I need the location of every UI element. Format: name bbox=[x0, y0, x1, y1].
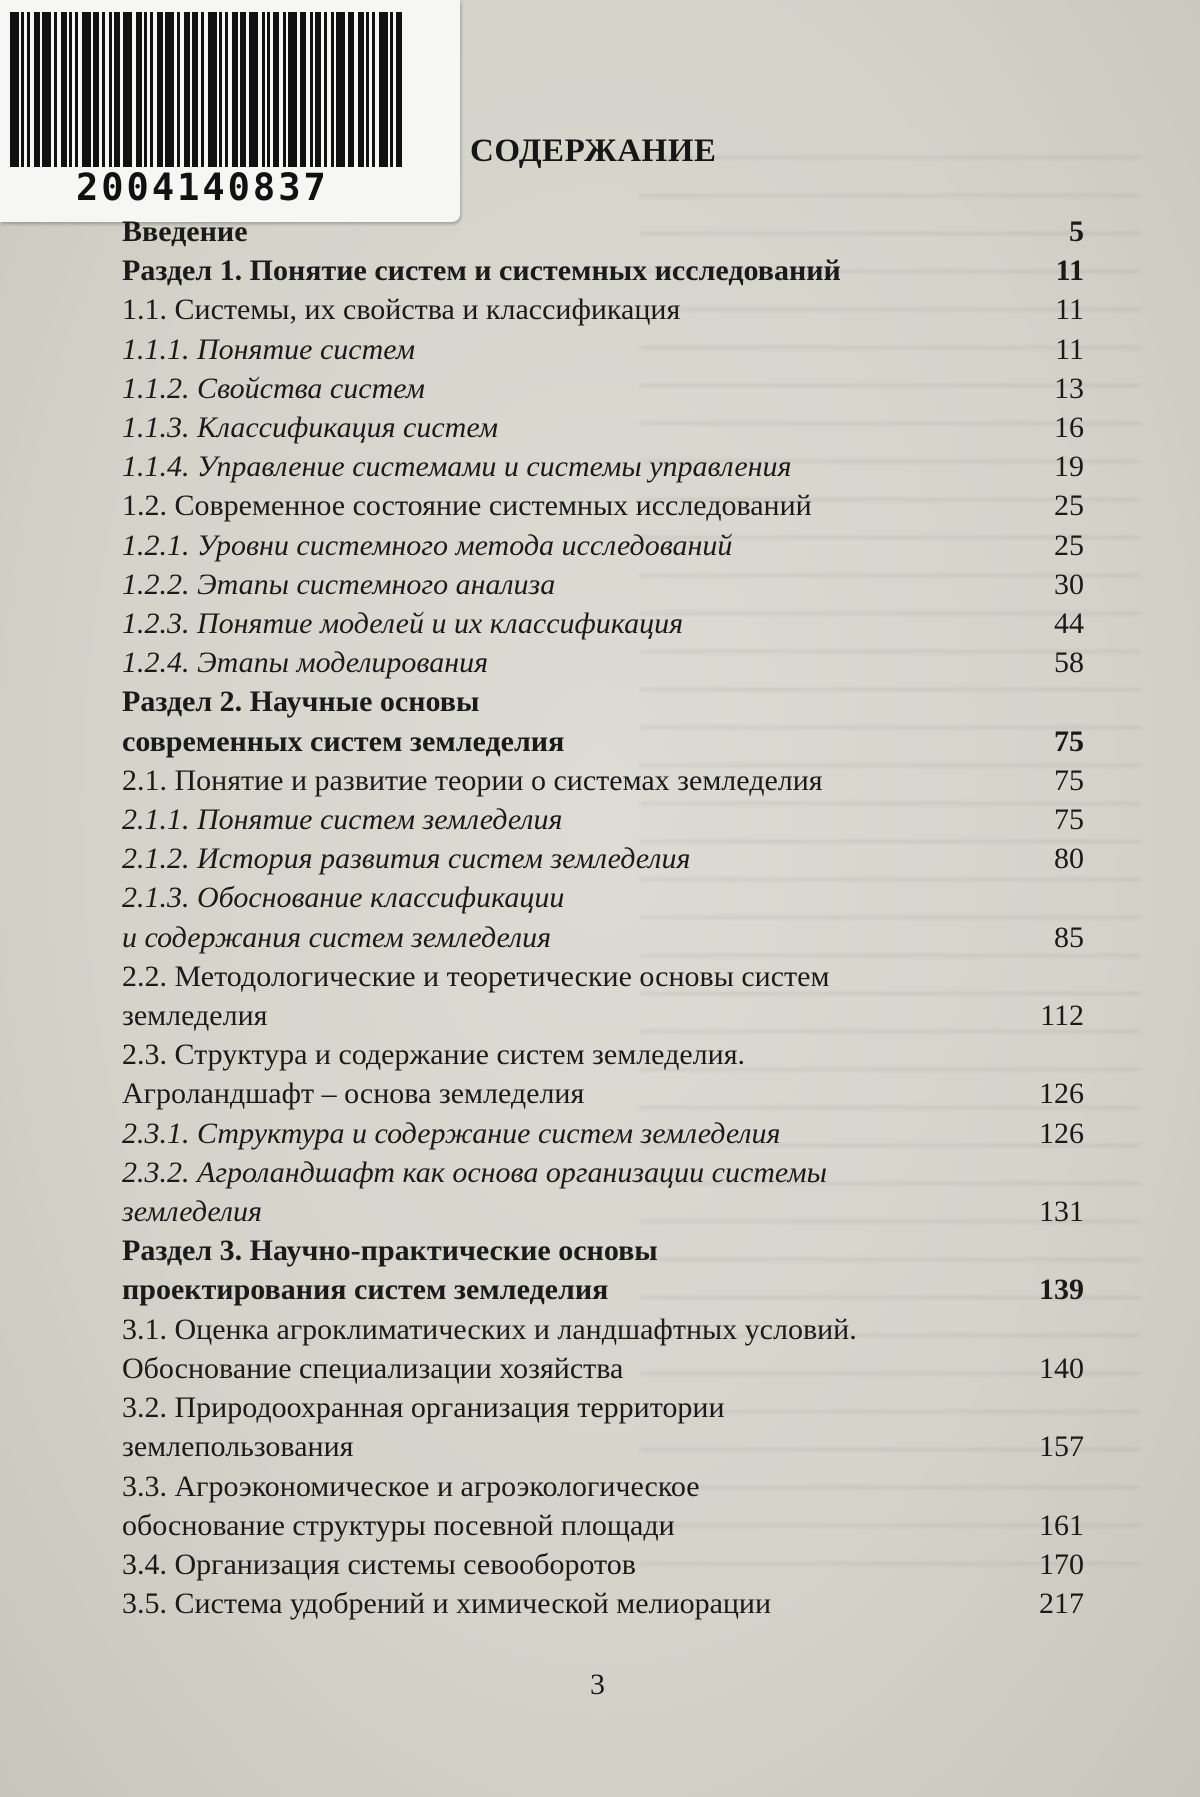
toc-entry bbox=[122, 1035, 1084, 1113]
barcode-bar bbox=[123, 12, 132, 167]
toc-entry-title bbox=[122, 1584, 994, 1623]
barcode-bar bbox=[348, 12, 354, 167]
barcode-bar bbox=[300, 12, 306, 167]
barcode-bar bbox=[109, 12, 112, 167]
toc-entry-title-line: 2.1.1. Понятие систем земледелия bbox=[122, 803, 563, 837]
barcode-bar bbox=[102, 12, 105, 167]
barcode-bar bbox=[283, 12, 286, 167]
toc-entry-title bbox=[122, 1388, 994, 1466]
toc-entry-title-line: современных систем земледелия bbox=[122, 724, 565, 758]
toc-entry-page: 75 bbox=[1054, 763, 1084, 797]
toc-entry-page: 170 bbox=[1039, 1547, 1084, 1581]
barcode-bar bbox=[136, 12, 142, 167]
toc-entry-title bbox=[122, 212, 994, 251]
toc-entry bbox=[122, 486, 1084, 525]
barcode-bar bbox=[61, 12, 67, 167]
toc-entry-page: 131 bbox=[1039, 1195, 1084, 1229]
toc-entry-title bbox=[122, 1153, 994, 1231]
toc-entry-page: 85 bbox=[1054, 920, 1084, 954]
barcode-bar bbox=[331, 12, 334, 167]
toc-entry-title-line: 1.2.3. Понятие моделей и их классификация bbox=[122, 607, 684, 641]
barcode-bar bbox=[184, 12, 190, 167]
toc-entry-title-line: 1.2.2. Этапы системного анализа bbox=[122, 567, 556, 601]
toc-entry-title-line: 1.1. Системы, их свойства и классификация bbox=[122, 293, 681, 327]
toc-entry bbox=[122, 330, 1084, 369]
toc-entry-page: 11 bbox=[1055, 332, 1084, 366]
page-number: 3 bbox=[590, 1668, 605, 1701]
barcode-bar bbox=[315, 12, 321, 167]
toc-entry-title bbox=[122, 682, 994, 760]
toc-entry-title bbox=[122, 1545, 994, 1584]
barcode-bar bbox=[93, 12, 99, 167]
toc-entry-title-line: 1.2. Современное состояние системных исследований bbox=[122, 489, 812, 523]
toc-entry bbox=[122, 369, 1084, 408]
barcode-sticker bbox=[0, 0, 460, 222]
toc-entry-page: 16 bbox=[1054, 411, 1084, 445]
toc-entry-title-line: 3.2. Природоохранная организация территории bbox=[122, 1391, 725, 1425]
toc-entry-title bbox=[122, 643, 994, 682]
barcode-bar bbox=[273, 12, 279, 167]
toc-entry-title bbox=[122, 604, 994, 643]
toc-entry-title bbox=[122, 878, 994, 956]
barcode-bar bbox=[288, 12, 297, 167]
toc-entry bbox=[122, 1467, 1084, 1545]
toc-entry-title bbox=[122, 1467, 994, 1545]
toc-entry-title bbox=[122, 290, 994, 329]
toc-entry bbox=[122, 1153, 1084, 1231]
barcode-bar bbox=[379, 12, 388, 167]
toc-entry-title bbox=[122, 447, 994, 486]
toc-entry-title-line: 1.1.3. Классификация систем bbox=[122, 411, 499, 445]
barcode-bar bbox=[42, 12, 51, 167]
toc-entry bbox=[122, 1231, 1084, 1309]
toc-entry-page: 112 bbox=[1040, 999, 1084, 1033]
toc-entry-page: 161 bbox=[1039, 1508, 1084, 1542]
toc-entry-title-line: земледелия bbox=[122, 1195, 262, 1229]
toc-entry bbox=[122, 1388, 1084, 1466]
toc-entry-page: 11 bbox=[1055, 293, 1084, 327]
toc-entry-title-line: 3.4. Организация системы севооборотов bbox=[122, 1547, 636, 1581]
toc-entry-title-line: 1.2.4. Этапы моделирования bbox=[122, 646, 489, 680]
barcode-bar bbox=[201, 12, 204, 167]
barcode-bars bbox=[10, 12, 440, 167]
toc-entry-page: 80 bbox=[1054, 842, 1084, 876]
toc-entry-title-line: Обоснование специализации хозяйства bbox=[122, 1351, 624, 1385]
toc-entry-title bbox=[122, 486, 994, 525]
toc-entry-page: 19 bbox=[1054, 450, 1084, 484]
toc-entry-page: 30 bbox=[1054, 567, 1084, 601]
toc-entry bbox=[122, 1114, 1084, 1153]
toc-entry-page: 75 bbox=[1054, 724, 1084, 758]
toc-entry-title bbox=[122, 369, 994, 408]
toc-entry-title-line: Агроландшафт – основа земледелия bbox=[122, 1077, 585, 1111]
toc-entry-title bbox=[122, 330, 994, 369]
toc-entry-title bbox=[122, 839, 994, 878]
toc-entry bbox=[122, 290, 1084, 329]
toc-entry bbox=[122, 1584, 1084, 1623]
barcode-bar bbox=[358, 12, 364, 167]
toc-entry-title-line: 1.2.1. Уровни системного метода исследований bbox=[122, 528, 733, 562]
barcode-bar bbox=[165, 12, 174, 167]
barcode-bar bbox=[219, 12, 222, 167]
barcode-bar bbox=[366, 12, 369, 167]
toc-entry-title-line: 2.2. Методологические и теоретические основы систем bbox=[122, 959, 830, 993]
toc-entry-title-line: 3.3. Агроэкономическое и агроэкологическое bbox=[122, 1469, 700, 1503]
toc-entry-title-line: 2.1.3. Обоснование классификации bbox=[122, 881, 565, 915]
toc-entry-title bbox=[122, 1231, 994, 1309]
toc-entry bbox=[122, 800, 1084, 839]
toc-entry-title bbox=[122, 408, 994, 447]
toc-entry bbox=[122, 212, 1084, 251]
toc-entry-title-line: Введение bbox=[122, 215, 248, 248]
toc-entry-title bbox=[122, 251, 994, 290]
toc-entry-title bbox=[122, 526, 994, 565]
toc-entry-title-line: 1.1.2. Свойства систем bbox=[122, 371, 425, 405]
barcode-bar bbox=[396, 12, 402, 167]
barcode-bar bbox=[177, 12, 180, 167]
barcode-bar bbox=[232, 12, 238, 167]
page-title: СОДЕРЖАНИЕ bbox=[470, 133, 717, 169]
toc-entry-title-line: и содержания систем земледелия bbox=[122, 920, 552, 954]
barcode-bar bbox=[21, 12, 24, 167]
barcode-bar bbox=[34, 12, 40, 167]
toc-entry-title-line: обоснование структуры посевной площади bbox=[122, 1508, 675, 1542]
toc-entry-title-line: Раздел 2. Научные основы bbox=[122, 685, 480, 719]
toc-entry-title-line: 2.1. Понятие и развитие теории о системах земледелия bbox=[122, 763, 823, 797]
toc-entry bbox=[122, 761, 1084, 800]
toc-entry-title-line: Раздел 1. Понятие систем и системных исследований bbox=[122, 254, 841, 288]
toc-entry-page: 126 bbox=[1039, 1077, 1084, 1111]
barcode-bar bbox=[157, 12, 163, 167]
toc-entry-page: 13 bbox=[1054, 371, 1084, 405]
toc-entry bbox=[122, 957, 1084, 1035]
toc-entry-title-line: 3.5. Система удобрений и химической мелиорации bbox=[122, 1587, 772, 1621]
barcode-bar bbox=[249, 12, 258, 167]
toc-entry-title-line: землепользования bbox=[122, 1430, 354, 1464]
barcode-bar bbox=[310, 12, 313, 167]
toc-entry-page: 44 bbox=[1054, 607, 1084, 641]
toc-entry bbox=[122, 643, 1084, 682]
toc-entry-page: 126 bbox=[1039, 1116, 1084, 1150]
toc-entry-title-line: 2.3.1. Структура и содержание систем земледелия bbox=[122, 1116, 781, 1150]
toc-entry-title bbox=[122, 761, 994, 800]
barcode-number: 2004140837 bbox=[76, 166, 329, 209]
barcode-bar bbox=[82, 12, 91, 167]
toc-entry bbox=[122, 878, 1084, 956]
toc-entry bbox=[122, 408, 1084, 447]
toc-entry-page: 217 bbox=[1039, 1587, 1084, 1621]
barcode-bar bbox=[372, 12, 375, 167]
toc-entry-page: 139 bbox=[1039, 1273, 1084, 1307]
barcode-bar bbox=[336, 12, 345, 167]
toc-entry-title bbox=[122, 1114, 994, 1153]
barcode-bar bbox=[208, 12, 217, 167]
toc-entry-title-line: 1.1.4. Управление системами и системы управления bbox=[122, 450, 792, 484]
toc-entry-title bbox=[122, 1310, 994, 1388]
barcode-bar bbox=[262, 12, 265, 167]
toc-entry-page: 5 bbox=[1069, 215, 1084, 248]
barcode-bar bbox=[144, 12, 147, 167]
toc-entry bbox=[122, 526, 1084, 565]
toc-entry-page: 25 bbox=[1054, 489, 1084, 523]
toc-entry-title bbox=[122, 565, 994, 604]
barcode-bar bbox=[75, 12, 78, 167]
toc-entry-title-line: 2.1.2. История развития систем земледелия bbox=[122, 842, 691, 876]
toc-entry bbox=[122, 682, 1084, 760]
toc-entry bbox=[122, 604, 1084, 643]
toc-entry-title-line: Раздел 3. Научно-практические основы bbox=[122, 1234, 658, 1268]
barcode-bar bbox=[225, 12, 228, 167]
toc-entry-title-line: 2.3. Структура и содержание систем земледелия. bbox=[122, 1038, 745, 1072]
barcode-bar bbox=[324, 12, 327, 167]
barcode-bar bbox=[192, 12, 198, 167]
toc-entry bbox=[122, 839, 1084, 878]
toc-entry-page: 11 bbox=[1055, 254, 1084, 288]
barcode-bar bbox=[150, 12, 153, 167]
toc-entry bbox=[122, 251, 1084, 290]
barcode-bar bbox=[267, 12, 270, 167]
toc-entry bbox=[122, 565, 1084, 604]
barcode-bar bbox=[240, 12, 246, 167]
toc-entry bbox=[122, 1545, 1084, 1584]
toc-entry bbox=[122, 447, 1084, 486]
toc-entry-page: 157 bbox=[1039, 1430, 1084, 1464]
toc-entry-title bbox=[122, 1035, 994, 1113]
toc-entry-page: 75 bbox=[1054, 803, 1084, 837]
toc-entry-title-line: 1.1.1. Понятие систем bbox=[122, 332, 415, 366]
toc-entry-title-line: проектирования систем земледелия bbox=[122, 1273, 609, 1307]
toc-entry-title-line: 3.1. Оценка агроклиматических и ландшафтных условий. bbox=[122, 1312, 857, 1346]
toc-entry-title-line: 2.3.2. Агроландшафт как основа организации системы bbox=[122, 1155, 827, 1189]
toc-entry-title bbox=[122, 800, 994, 839]
table-of-contents bbox=[122, 212, 1084, 1623]
barcode-bar bbox=[69, 12, 72, 167]
barcode-bar bbox=[54, 12, 57, 167]
toc-entry bbox=[122, 1310, 1084, 1388]
barcode-bar bbox=[27, 12, 30, 167]
barcode-bar bbox=[390, 12, 393, 167]
toc-entry-title-line: земледелия bbox=[122, 999, 268, 1033]
toc-entry-page: 140 bbox=[1039, 1351, 1084, 1385]
toc-entry-title bbox=[122, 957, 994, 1035]
toc-entry-page: 58 bbox=[1054, 646, 1084, 680]
barcode-bar bbox=[114, 12, 120, 167]
barcode-bar bbox=[10, 12, 19, 167]
toc-entry-page: 25 bbox=[1054, 528, 1084, 562]
